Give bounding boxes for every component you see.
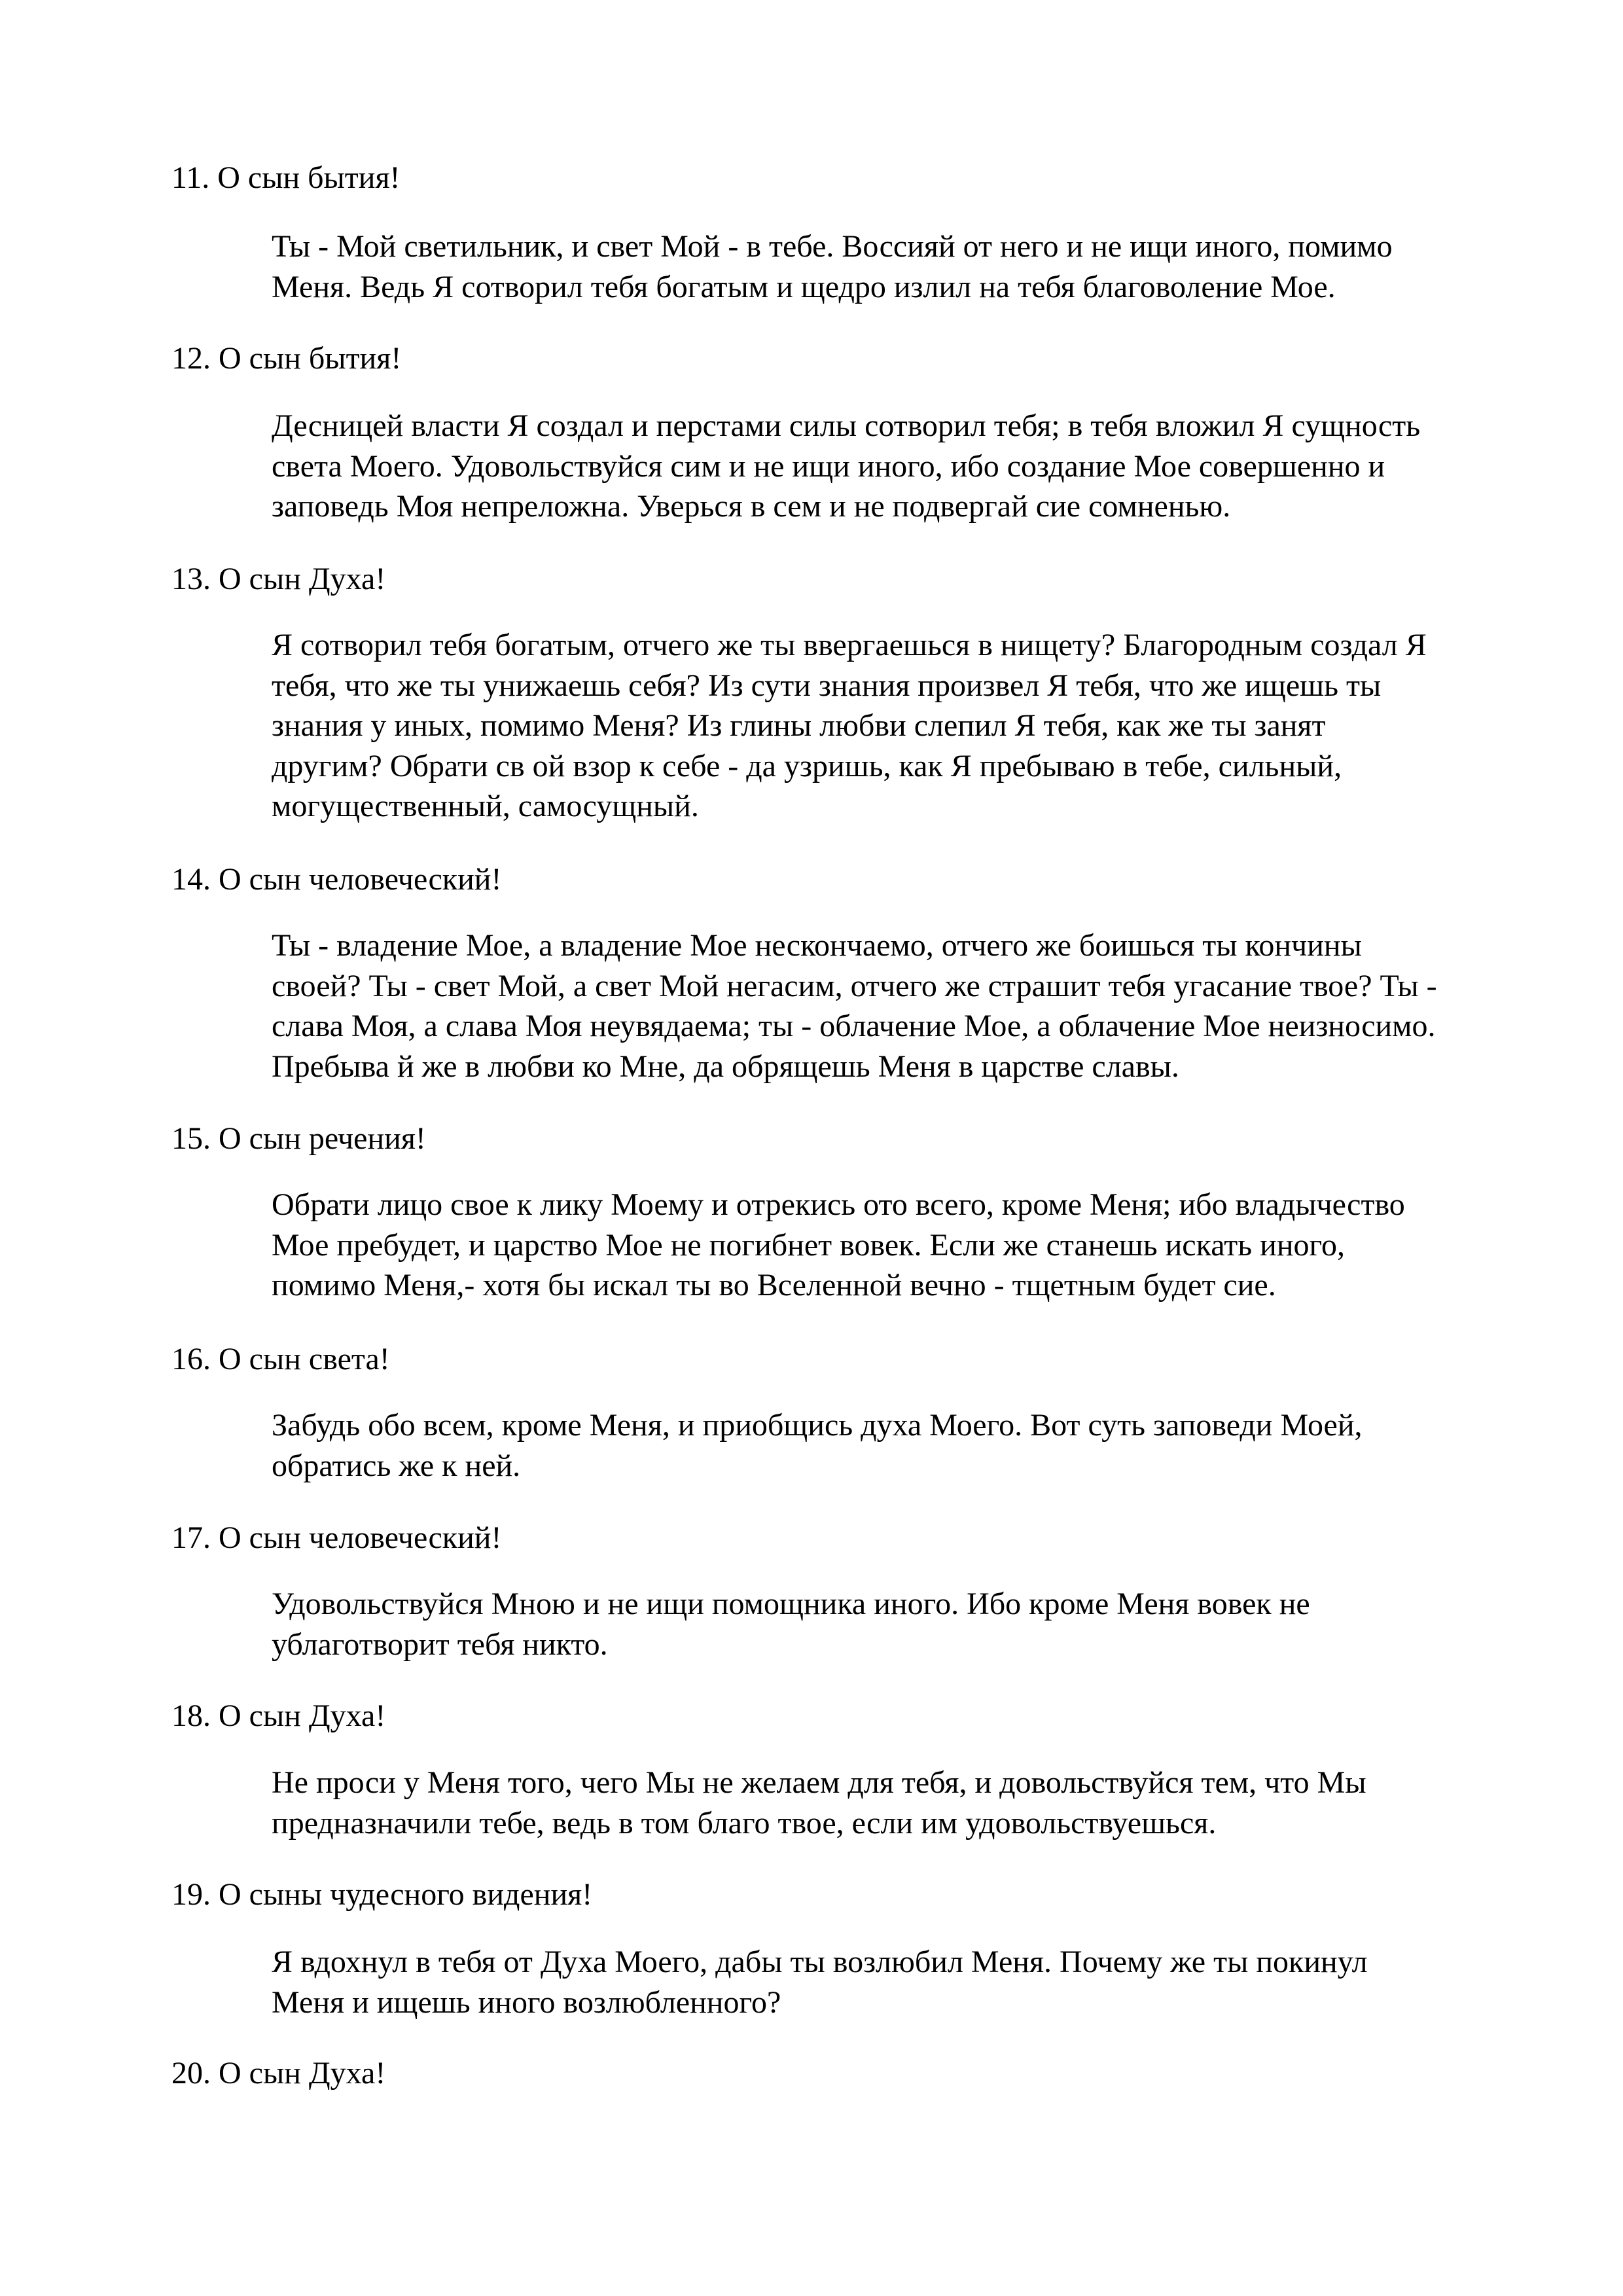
text-line: Меня и ищешь иного возлюбленного? (272, 1984, 781, 2020)
text-line: помимо Меня,- хотя бы искал ты во Вселенной вечно - тщетным будет сие. (272, 1268, 1276, 1302)
text-line: Десницей власти Я создал и перстами силы сотворил тебя; в тебя вложил Я сущность (272, 408, 1421, 443)
section-heading: 19. О сыны чудесного видения! (171, 1877, 593, 1912)
text-line: Меня. Ведь Я сотворил тебя богатым и щедро излил на тебя благоволение Мое. (272, 269, 1336, 304)
section-paragraph (272, 406, 1577, 527)
section-heading: 20. О сын Духа! (171, 2056, 386, 2090)
text-line: предназначили тебе, ведь в том благо твое, если им удовольствуешься. (272, 1805, 1217, 1840)
text-line: Удовольствуйся Мною и не ищи помощника иного. Ибо кроме Меня вовек не (272, 1587, 1310, 1621)
text-line: Ты - Мой светильник, и свет Мой - в тебе. Воссияй от него и не ищи иного, помимо (272, 229, 1393, 264)
text-line: Я вдохнул в тебя от Духа Моего, дабы ты возлюбил Меня. Почему же ты покинул (272, 1945, 1368, 1979)
text-line: знания у иных, помимо Меня? Из глины любви слепил Я тебя, как же ты занят (272, 708, 1326, 743)
text-line: света Моего. Удовольствуйся сим и не ищи иного, ибо создание Мое совершенно и (272, 448, 1385, 484)
text-line: Пребыва й же в любви ко Мне, да обрящешь Меня в царстве славы. (272, 1049, 1179, 1084)
section-heading: 16. О сын света! (171, 1342, 390, 1376)
section-heading: 18. О сын Духа! (171, 1698, 386, 1733)
text-line: Мое пребудет, и царство Мое не погибнет вовек. Если же станешь искать иного, (272, 1227, 1345, 1263)
text-line: своей? Ты - свет Мой, а свет Мой негасим, отчего же страшит тебя угасание твое? Ты - (272, 968, 1437, 1003)
text-line: обратись же к ней. (272, 1448, 521, 1483)
section-heading: 12. О сын бытия! (171, 341, 402, 376)
section-paragraph (272, 1942, 1577, 2022)
section-paragraph (272, 925, 1577, 1086)
section-heading: 11. О сын бытия! (171, 160, 401, 195)
text-line: ублаготворит тебя никто. (272, 1626, 608, 1662)
text-line: тебя, что же ты унижаешь себя? Из сути знания произвел Я тебя, что же ищешь ты (272, 668, 1382, 703)
section-paragraph (272, 625, 1577, 827)
section-heading: 14. О сын человеческий! (171, 862, 502, 897)
section-heading: 13. О сын Духа! (171, 562, 386, 596)
text-line: Ты - владение Мое, а владение Мое нескончаемо, отчего же боишься ты кончины (272, 928, 1362, 963)
text-line: заповедь Моя непреложна. Уверься в сем и не подвергай сие сомненью. (272, 489, 1231, 524)
text-line: Забудь обо всем, кроме Меня, и приобщись духа Моего. Вот суть заповеди Моей, (272, 1408, 1363, 1443)
section-paragraph (272, 1405, 1577, 1486)
text-line: Я сотворил тебя богатым, отчего же ты ввергаешься в нищету? Благородным создал Я (272, 628, 1427, 662)
text-line: слава Моя, а слава Моя неувядаема; ты - облачение Мое, а облачение Мое неизносимо. (272, 1009, 1436, 1043)
section-paragraph (272, 1584, 1577, 1664)
section-paragraph (272, 1763, 1577, 1843)
text-line: Не проси у Меня того, чего Мы не желаем для тебя, и довольствуйся тем, что Мы (272, 1765, 1366, 1800)
text-line: Обрати лицо свое к лику Моему и отрекись ото всего, кроме Меня; ибо владычество (272, 1187, 1405, 1222)
text-line: могущественный, самосущный. (272, 789, 699, 823)
section-heading: 15. О сын речения! (171, 1121, 426, 1156)
section-paragraph (272, 226, 1577, 307)
section-heading: 17. О сын человеческий! (171, 1520, 502, 1555)
text-line: другим? Обрати св ой взор к себе - да узришь, как Я пребываю в тебе, сильный, (272, 748, 1342, 783)
section-paragraph (272, 1185, 1577, 1306)
